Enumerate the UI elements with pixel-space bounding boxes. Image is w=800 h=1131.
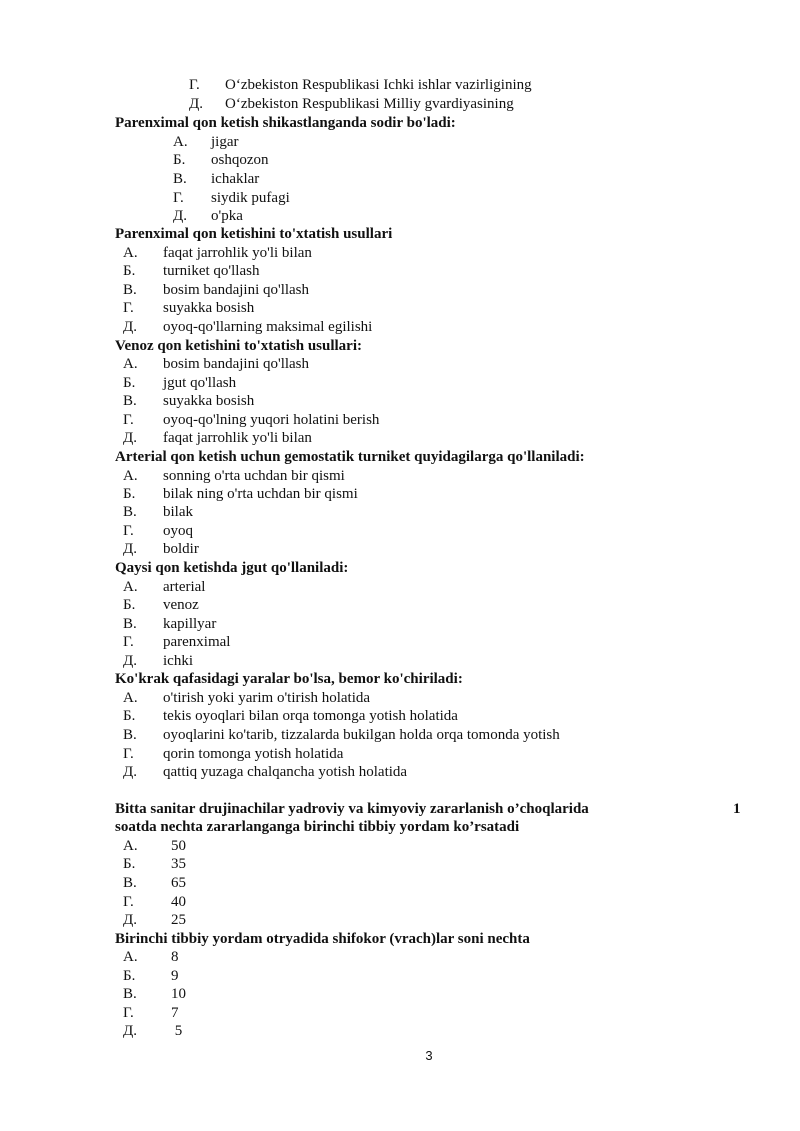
option-label: Д.	[189, 96, 203, 112]
question-text-line1: Bitta sanitar drujinachilar yadroviy va kimyoviy zararlanish o’choqlarida	[115, 801, 589, 817]
option-text: qattiq yuzaga chalqancha yotish holatida	[163, 764, 408, 780]
option-label: В.	[123, 616, 137, 632]
option-row	[0, 707, 800, 726]
option-text: oyoq-qo'llarning maksimal egilishi	[163, 319, 373, 335]
option-row	[0, 652, 800, 671]
option-label: Г.	[189, 77, 200, 93]
option-label: Д.	[123, 764, 137, 780]
option-row	[0, 95, 800, 114]
option-text: o'tirish yoki yarim o'tirish holatida	[163, 690, 371, 706]
option-text: 40	[171, 894, 186, 910]
page-number: 3	[425, 1048, 433, 1063]
option-label: В.	[123, 727, 137, 743]
option-row	[0, 855, 800, 874]
option-row	[0, 262, 800, 281]
option-row	[0, 76, 800, 95]
option-text: bosim bandajini qo'llash	[163, 356, 310, 372]
option-label: Б.	[123, 597, 136, 613]
option-row	[0, 578, 800, 597]
option-text: O‘zbekiston Respublikasi Milliy gvardiyasining	[225, 96, 514, 112]
option-row	[0, 503, 800, 522]
option-row	[0, 374, 800, 393]
option-text: suyakka bosish	[163, 300, 255, 316]
option-row	[0, 411, 800, 430]
option-label: Б.	[123, 856, 136, 872]
option-row	[0, 1022, 800, 1041]
option-label: Г.	[123, 634, 134, 650]
option-row	[0, 318, 800, 337]
option-label: А.	[123, 579, 138, 595]
option-text: tekis oyoqlari bilan orqa tomonga yotish holatida	[163, 708, 458, 724]
option-row	[0, 726, 800, 745]
option-row	[0, 689, 800, 708]
option-text: 35	[171, 856, 186, 872]
option-label: Г.	[123, 412, 134, 428]
option-text: jgut qo'llash	[163, 375, 237, 391]
option-text: parenximal	[163, 634, 231, 650]
question-text: Qaysi qon ketishda jgut qo'llaniladi:	[115, 560, 349, 576]
option-label: Д.	[123, 1023, 137, 1039]
option-label: А.	[173, 134, 188, 150]
option-text: jigar	[211, 134, 239, 150]
option-text: arterial	[163, 579, 206, 595]
option-label: В.	[123, 875, 137, 891]
option-row	[0, 207, 800, 226]
option-label: Б.	[173, 152, 186, 168]
option-row	[0, 133, 800, 152]
option-label: В.	[173, 171, 187, 187]
option-row	[0, 985, 800, 1004]
option-text: siydik pufagi	[211, 190, 290, 206]
option-row	[0, 967, 800, 986]
option-label: В.	[123, 393, 137, 409]
option-label: Д.	[123, 912, 137, 928]
option-row	[0, 893, 800, 912]
option-text: 65	[171, 875, 186, 891]
option-label: Д.	[123, 541, 137, 557]
option-row	[0, 763, 800, 782]
option-text: oyoq	[163, 523, 193, 539]
option-row	[0, 392, 800, 411]
option-label: Б.	[123, 263, 136, 279]
option-text: 9	[171, 968, 179, 984]
option-text: turniket qo'llash	[163, 263, 260, 279]
option-label: Б.	[123, 486, 136, 502]
question-row	[0, 559, 800, 578]
question-text: Parenximal qon ketishini to'xtatish usullari	[115, 226, 393, 242]
option-row	[0, 355, 800, 374]
question-text: Birinchi tibbiy yordam otryadida shifokor (vrach)lar soni nechta	[115, 931, 530, 947]
option-label: Г.	[123, 523, 134, 539]
option-row	[0, 281, 800, 300]
option-text: boldir	[163, 541, 199, 557]
option-row	[0, 244, 800, 263]
option-text: venoz	[163, 597, 199, 613]
option-text: kapillyar	[163, 616, 217, 632]
option-row	[0, 874, 800, 893]
option-text: ichki	[163, 653, 193, 669]
option-row	[0, 522, 800, 541]
question-row	[0, 448, 800, 467]
option-label: Б.	[123, 375, 136, 391]
question-row	[0, 800, 800, 819]
option-label: Б.	[123, 708, 136, 724]
question-text: Parenximal qon ketish shikastlanganda sodir bo'ladi:	[115, 115, 456, 131]
option-text: faqat jarrohlik yo'li bilan	[163, 430, 312, 446]
option-label: Б.	[123, 968, 136, 984]
option-label: Г.	[123, 894, 134, 910]
option-text: 7	[171, 1005, 179, 1021]
option-row	[0, 596, 800, 615]
option-label: В.	[123, 504, 137, 520]
question-row	[0, 337, 800, 356]
option-text: oyoqlarini ko'tarib, tizzalarda bukilgan holda orqa tomonda yotish	[163, 727, 560, 743]
option-row	[0, 911, 800, 930]
option-row	[0, 1004, 800, 1023]
question-row	[0, 114, 800, 133]
option-label: А.	[123, 245, 138, 261]
option-text: 10	[171, 986, 186, 1002]
option-text: oyoq-qo'lning yuqori holatini berish	[163, 412, 380, 428]
option-label: Д.	[173, 208, 187, 224]
option-text: sonning o'rta uchdan bir qismi	[163, 468, 345, 484]
option-text: 5	[171, 1023, 183, 1039]
option-text: bilak	[163, 504, 193, 520]
option-text: O‘zbekiston Respublikasi Ichki ishlar vazirligining	[225, 77, 532, 93]
side-number: 1	[733, 801, 741, 817]
option-label: А.	[123, 468, 138, 484]
option-row	[0, 299, 800, 318]
option-row	[0, 485, 800, 504]
question-text: Ko'krak qafasidagi yaralar bo'lsa, bemor ko'chiriladi:	[115, 671, 463, 687]
option-row	[0, 170, 800, 189]
option-row	[0, 467, 800, 486]
option-row	[0, 189, 800, 208]
option-label: Д.	[123, 319, 137, 335]
option-label: Г.	[123, 300, 134, 316]
option-row	[0, 633, 800, 652]
option-label: А.	[123, 690, 138, 706]
option-text: ichaklar	[211, 171, 260, 187]
question-row	[0, 818, 800, 837]
option-row	[0, 429, 800, 448]
option-text: suyakka bosish	[163, 393, 255, 409]
option-label: В.	[123, 282, 137, 298]
option-text: 25	[171, 912, 186, 928]
option-text: 50	[171, 838, 186, 854]
option-row	[0, 615, 800, 634]
option-label: Г.	[173, 190, 184, 206]
option-text: faqat jarrohlik yo'li bilan	[163, 245, 312, 261]
option-text: bilak ning o'rta uchdan bir qismi	[163, 486, 358, 502]
option-text: qorin tomonga yotish holatida	[163, 746, 344, 762]
option-label: А.	[123, 949, 138, 965]
question-row	[0, 670, 800, 689]
option-label: А.	[123, 356, 138, 372]
option-row	[0, 540, 800, 559]
question-text-line2: soatda nechta zararlanganga birinchi tibbiy yordam ko’rsatadi	[115, 819, 520, 835]
option-row	[0, 745, 800, 764]
option-text: oshqozon	[211, 152, 269, 168]
option-row	[0, 837, 800, 856]
option-row	[0, 151, 800, 170]
question-text: Venoz qon ketishini to'xtatish usullari:	[115, 338, 362, 354]
question-row	[0, 225, 800, 244]
question-row	[0, 930, 800, 949]
option-label: Г.	[123, 746, 134, 762]
option-label: В.	[123, 986, 137, 1002]
option-label: Д.	[123, 430, 137, 446]
option-row	[0, 948, 800, 967]
option-text: o'pka	[211, 208, 243, 224]
option-label: А.	[123, 838, 138, 854]
option-label: Г.	[123, 1005, 134, 1021]
option-text: bosim bandajini qo'llash	[163, 282, 310, 298]
question-text: Arterial qon ketish uchun gemostatik turniket quyidagilarga qo'llaniladi:	[115, 449, 585, 465]
option-text: 8	[171, 949, 179, 965]
option-label: Д.	[123, 653, 137, 669]
